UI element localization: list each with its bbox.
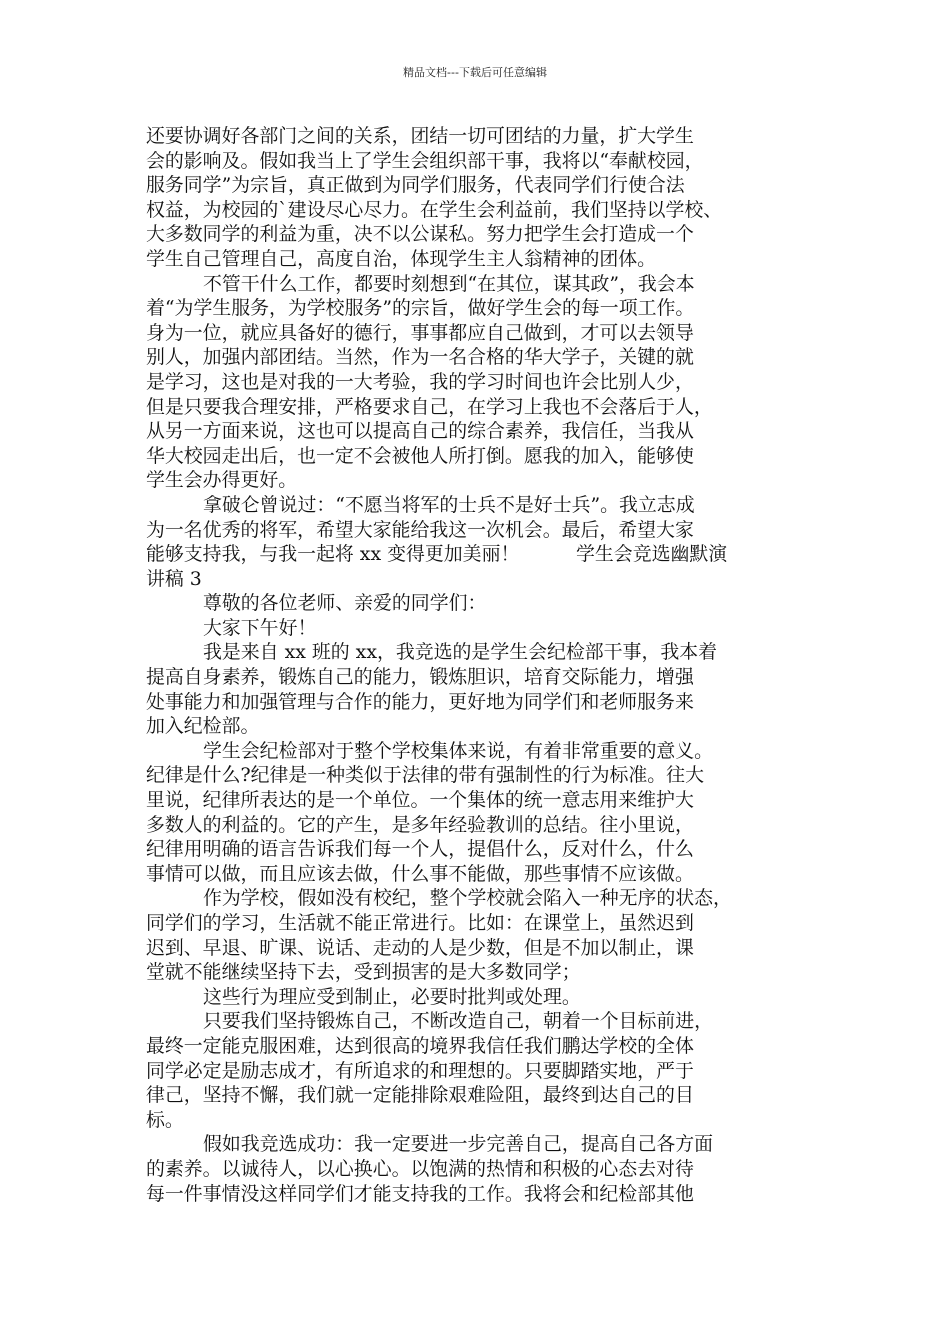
page-header: 精品文档---下载后可任意编辑 xyxy=(403,66,547,79)
text-line: 讲稿 3 xyxy=(146,567,202,590)
text-line: 只要我们坚持锻炼自己，不断改造自己，朝着一个目标前进， xyxy=(203,1010,714,1033)
text-line: 学生会纪检部对于整个学校集体来说，有着非常重要的意义。 xyxy=(203,739,714,762)
text-line: 律己，坚持不懈，我们就一定能排除艰难险阻，最终到达自己的目 xyxy=(146,1084,694,1107)
text-line: 拿破仑曾说过：“不愿当将军的士兵不是好士兵”。我立志成 xyxy=(203,493,695,516)
text-line: 最终一定能克服困难，达到很高的境界我信任我们鹏达学校的全体 xyxy=(146,1034,694,1057)
text-line: 大多数同学的利益为重，决不以公谋私。努力把学生会打造成一个 xyxy=(146,223,694,246)
text-line: 为一名优秀的将军，希望大家能给我这一次机会。最后，希望大家 xyxy=(146,518,694,541)
text-line: 学生自己管理自己，高度自治，体现学生主人翁精神的团体。 xyxy=(146,247,657,270)
text-line: 堂就不能继续坚持下去，受到损害的是大多数同学； xyxy=(146,961,581,984)
text-line: 迟到、早退、旷课、说话、走动的人是少数，但是不加以制止，课 xyxy=(146,936,694,959)
text-line: 标。 xyxy=(146,1108,184,1131)
text-line: 同学必定是励志成才，有所追求的和理想的。只要脚踏实地，严于 xyxy=(146,1059,694,1082)
text-line: 服务同学”为宗旨，真正做到为同学们服务，代表同学们行使合法 xyxy=(146,174,685,197)
text-line: 同学们的学习，生活就不能正常进行。比如：在课堂上，虽然迟到 xyxy=(146,912,694,934)
text-line: 着“为学生服务，为学校服务”的宗旨，做好学生会的每一项工作。 xyxy=(146,297,695,320)
text-line: 从另一方面来说，这也可以提高自己的综合素养，我信任，当我从 xyxy=(146,420,694,443)
text-line: 这些行为理应受到制止，必要时批判或处理。 xyxy=(203,985,581,1008)
text-line: 还要协调好各部门之间的关系，团结一切可团结的力量，扩大学生 xyxy=(146,125,694,147)
text-line: 是学习，这也是对我的一大考验，我的学习时间也许会比别人少， xyxy=(146,370,694,393)
text-line: 权益，为校园的`建设尽心尽力。在学生会利益前，我们坚持以学校、 xyxy=(146,198,723,221)
document-body xyxy=(146,124,804,1206)
text-line: 加入纪检部。 xyxy=(146,715,260,738)
text-line: 但是只要我合理安排，严格要求自己，在学习上我也不会落后于人， xyxy=(146,395,713,418)
text-line: 里说，纪律所表达的是一个单位。一个集体的统一意志用来维护大 xyxy=(146,789,694,812)
text-line: 假如我竞选成功：我一定要进一步完善自己，提高自己各方面 xyxy=(203,1133,714,1156)
text-line: 多数人的利益的。它的产生，是多年经验教训的总结。往小里说， xyxy=(146,813,694,836)
text-line: 我是来自 xx 班的 xx，我竞选的是学生会纪检部干事，我本着 xyxy=(203,641,718,664)
text-line: 纪律是什么?纪律是一种类似于法律的带有强制性的行为标准。往大 xyxy=(146,764,704,787)
text-line: 事情可以做，而且应该去做，什么事不能做，那些事情不应该做。 xyxy=(146,862,694,885)
text-line: 提高自身素养，锻炼自己的能力，锻炼胆识，培育交际能力，增强 xyxy=(146,666,694,689)
text-line: 尊敬的各位老师、亲爱的同学们： xyxy=(203,592,487,615)
text-line: 大家下午好！ xyxy=(203,616,317,639)
text-line: 华大校园走出后，也一定不会被他人所打倒。愿我的加入，能够使 xyxy=(146,444,694,467)
text-line: 的素养。以诚待人，以心换心。以饱满的热情和积极的心态去对待 xyxy=(146,1157,694,1180)
text-line: 别人，加强内部团结。当然，作为一名合格的华大学子，关键的就 xyxy=(146,346,694,369)
text-line: 能够支持我，与我一起将 xx 变得更加美丽！ 学生会竞选幽默演 xyxy=(146,543,728,566)
text-line: 会的影响及。假如我当上了学生会组织部干事，我将以“奉献校园， xyxy=(146,149,704,172)
text-line: 不管干什么工作，都要时刻想到“在其位，谋其政”，我会本 xyxy=(203,272,695,295)
text-line: 作为学校，假如没有校纪，整个学校就会陷入一种无序的状态， xyxy=(203,887,732,910)
text-line: 处事能力和加强管理与合作的能力，更好地为同学们和老师服务来 xyxy=(146,690,694,713)
text-line: 学生会办得更好。 xyxy=(146,469,298,492)
text-line: 身为一位，就应具备好的德行，事事都应自己做到，才可以去领导 xyxy=(146,321,694,344)
text-line: 纪律用明确的语言告诉我们每一个人，提倡什么，反对什么，什么 xyxy=(146,838,694,861)
text-line: 每一件事情没这样同学们才能支持我的工作。我将会和纪检部其他 xyxy=(146,1182,694,1205)
